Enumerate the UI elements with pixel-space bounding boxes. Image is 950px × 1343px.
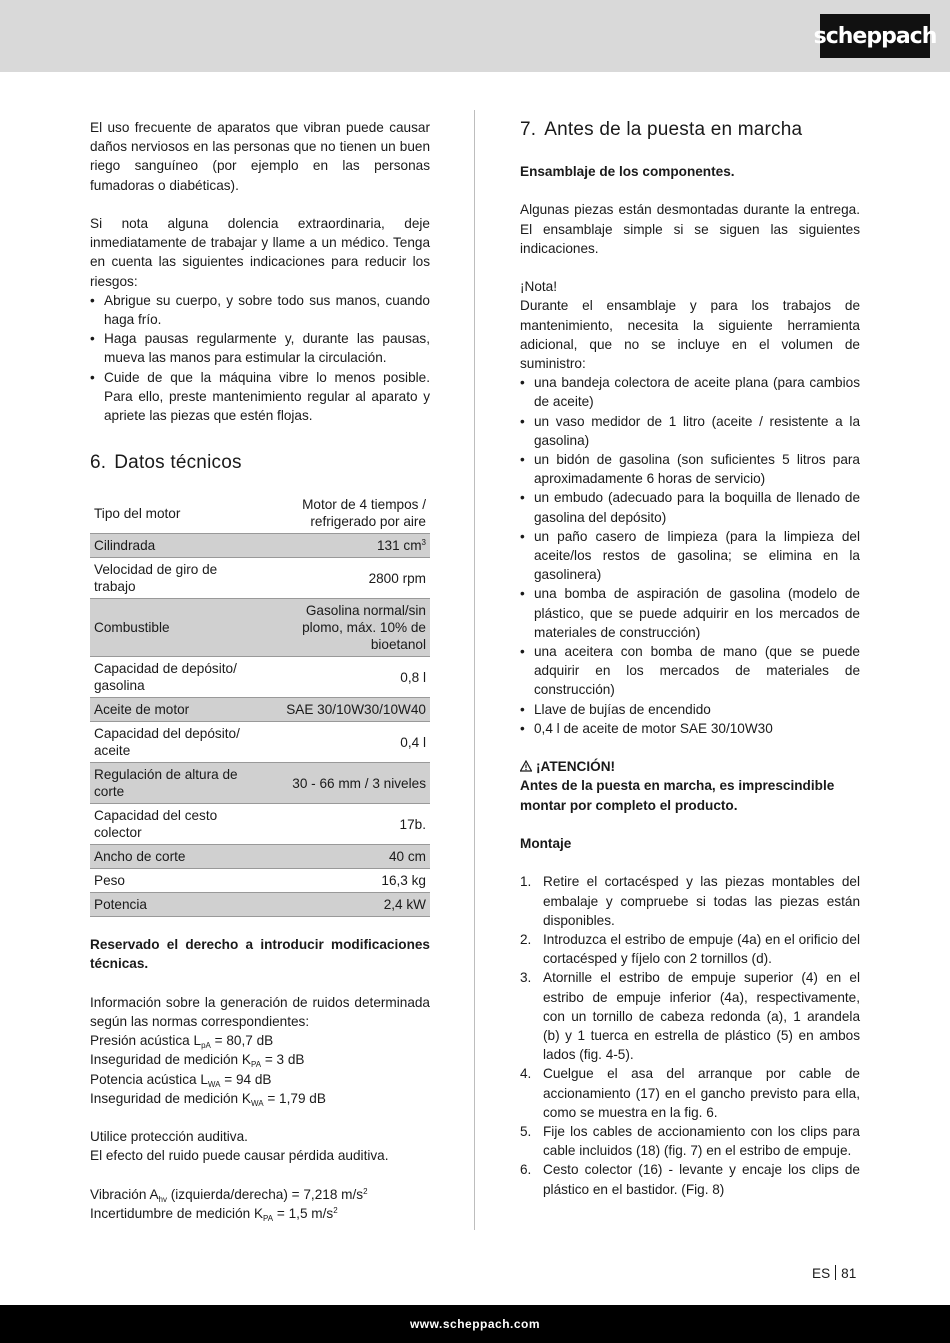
table-row [90,534,430,558]
table-row [90,558,430,599]
measurement-uncertainty-line: Inseguridad de medición $K_{PA} = 3$ dB [90,1052,305,1070]
list-item: 2. Introduzca el estribo de empuje (4a) en el orificio del cortacésped y fíjelo con 2 tornillos (d). [520,932,860,967]
table-row [90,698,430,722]
sound-pressure-line: Presión acústica $L_{pA} = 80,7$ dB [90,1033,274,1051]
protection-line: El efecto del ruido puede causar pérdida auditiva. [90,1148,389,1164]
list-item: • una bomba de aspiración de gasolina (modelo de plástico, que se puede adquirir en los mercados de materiales de construcción) [520,584,860,642]
protection-line: Utilice protección auditiva. [90,1129,248,1145]
spec-value: 0,4 l [260,722,430,763]
sound-power-line: Potencia acústica $L_{WA} = 94$ dB [90,1071,272,1089]
attention-text: Antes de la puesta en marcha, es imprescindible montar por completo el producto. [520,778,835,813]
list-item: 6. Cesto colector (16) - levante y encaje los clips de plástico en el bastidor. (Fig. 8) [520,1162,860,1197]
assembly-heading: Ensamblaje de los componentes. [520,164,735,179]
spec-key: Capacidad del depósito/ aceite [90,722,260,763]
language-code: ES [812,1266,831,1281]
reserved-notice: Reservado el derecho a introducir modificaciones técnicas. [90,937,430,972]
note-label: ¡Nota! [520,279,558,295]
table-row [90,845,430,869]
spec-value: 16,3 kg [260,869,430,893]
list-item: • un embudo (adecuado para la boquilla de llenado de gasolina del depósito) [520,488,860,526]
attention-title: ¡ATENCIÓN! [520,757,860,776]
spec-key: Potencia [90,893,260,917]
section-title: Datos técnicos [114,452,242,474]
spec-value: Gasolina normal/sin plomo, máx. 10% de bioetanol [260,599,430,657]
list-item: 1. Retire el cortacésped y las piezas montables del embalaje y compruebe si todas las piezas están disponibles. [520,874,860,928]
page-number-value: 81 [841,1266,857,1281]
spec-key: Ancho de corte [90,845,260,869]
list-item: • una bandeja colectora de aceite plana (para cambios de aceite) [520,373,860,411]
table-row [90,893,430,917]
table-row [90,599,430,657]
table-row [90,763,430,804]
section-title: Antes de la puesta en marcha [544,119,803,140]
list-item: 4. Cuelgue el asa del arranque por cable de accionamiento (17) en el gancho previsto para ella, como se muestra en la fig. 6. [520,1066,860,1120]
note-text: Durante el ensamblaje y para los trabajos de mantenimiento, necesita la siguiente herramienta adicional, que no se incluye en el volumen de suministro: [520,298,860,371]
list-item: • un bidón de gasolina (son suficientes 5 litros para aproximadamente 6 horas de servicio) [520,450,860,488]
spec-table [90,493,430,917]
tools-list [520,373,860,738]
list-item: • 0,4 l de aceite de motor SAE 30/10W30 [520,719,860,738]
spec-value: 131 $cm^3$ [260,534,430,558]
spec-key: Tipo del motor [90,493,260,534]
risk-list [90,291,430,425]
page-number [812,1265,856,1281]
spec-value: 2800 rpm [260,558,430,599]
spec-key: Regulación de altura de corte [90,763,260,804]
vibration-uncertainty-line: Incertidumbre de medición $K_{PA} = 1,5$ $m/s^2$ [90,1206,338,1224]
section-heading-7 [520,118,860,142]
spec-value: 17b. [260,804,430,845]
spec-value: 2,4 kW [260,893,430,917]
warning-triangle-icon [520,760,532,772]
section-heading-6 [90,451,430,475]
spec-key: Cilindrada [90,534,260,558]
spec-key: Capacidad del cesto colector [90,804,260,845]
list-item: • una aceitera con bomba de mano (que se puede adquirir en los mercados de materiales de construcción) [520,642,860,700]
noise-intro: Información sobre la generación de ruidos determinada según las normas correspondientes: [90,994,430,1030]
spec-value: SAE 30/10W30/10W40 [260,698,430,722]
table-row [90,804,430,845]
brand-logo: scheppach [820,14,930,58]
noise-values [90,1031,430,1108]
table-row [90,657,430,698]
list-item: • un paño casero de limpieza (para la limpieza del aceite/los restos de gasolina; se elimina en la gasolinera) [520,527,860,585]
assembly-text: Algunas piezas están desmontadas durante la entrega. El ensamblaje simple si se siguen las siguientes indicaciones. [520,202,860,256]
spec-key: Aceite de motor [90,698,260,722]
list-item: • un vaso medidor de 1 litro (aceite / resistente a la gasolina) [520,412,860,450]
spec-key: Combustible [90,599,260,657]
vibration-warning-paragraph: El uso frecuente de aparatos que vibran puede causar daños nerviosos en las personas que no tienen un buen riego sanguíneo (por ejemplo en las personas fumadoras o diabéticas). [90,120,430,193]
spec-value: Motor de 4 tiempos / refrigerado por aire [260,493,430,534]
spec-value: 0,8 l [260,657,430,698]
spec-key: Velocidad de giro de trabajo [90,558,260,599]
discomfort-paragraph: Si nota alguna dolencia extraordinaria, deje inmediatamente de trabajar y llame a un médico. Tenga en cuenta las siguientes indicaciones para reducir los riesgos: [90,216,430,289]
table-row [90,493,430,534]
table-row [90,869,430,893]
measurement-uncertainty-line: Inseguridad de medición $K_{WA} = 1,79$ dB [90,1090,326,1108]
vibration-values [90,1185,430,1223]
list-item: 5. Fije los cables de accionamiento con los clips para cable incluidos (18) (fig. 7) en el estribo de empuje. [520,1124,860,1159]
hearing-protection-text [90,1127,430,1165]
assembly-steps [520,872,860,1198]
header-bar [0,0,950,72]
column-divider [474,110,475,1230]
vibration-line: Vibración $A_{hv}$ (izquierda/derecha) = 7,218 $m/s^2$ [90,1186,368,1204]
list-item: • Abrigue su cuerpo, y sobre todo sus manos, cuando haga frío. [90,291,430,329]
list-item: • Llave de bujías de encendido [520,700,860,719]
website-link[interactable]: www.scheppach.com [409,1317,541,1331]
list-item: 3. Atornille el estribo de empuje superior (4) en el estribo de empuje inferior (4a), respectivamente, con un tornillo de cabeza redonda (a), 1 arandela (b) y 1 tuerca en estrella de plástico (5) en ambos lados (fig. 4-5). [520,970,860,1063]
spec-value: 40 cm [260,845,430,869]
section-number: 6. [90,452,107,474]
table-row [90,722,430,763]
left-column [90,118,430,1223]
footer-bar [0,1305,950,1343]
spec-key: Capacidad de depósito/ gasolina [90,657,260,698]
spec-key: Peso [90,869,260,893]
list-item: • Cuide de que la máquina vibre lo menos posible. Para ello, preste mantenimiento regular al aparato y apriete las piezas que estén flojas. [90,368,430,426]
section-number: 7. [520,119,537,140]
right-column [520,118,860,1199]
montaje-heading: Montaje [520,836,572,852]
spec-value: 30 - 66 mm / 3 niveles [260,763,430,804]
list-item: • Haga pausas regularmente y, durante las pausas, mueva las manos para estimular la circulación. [90,329,430,367]
